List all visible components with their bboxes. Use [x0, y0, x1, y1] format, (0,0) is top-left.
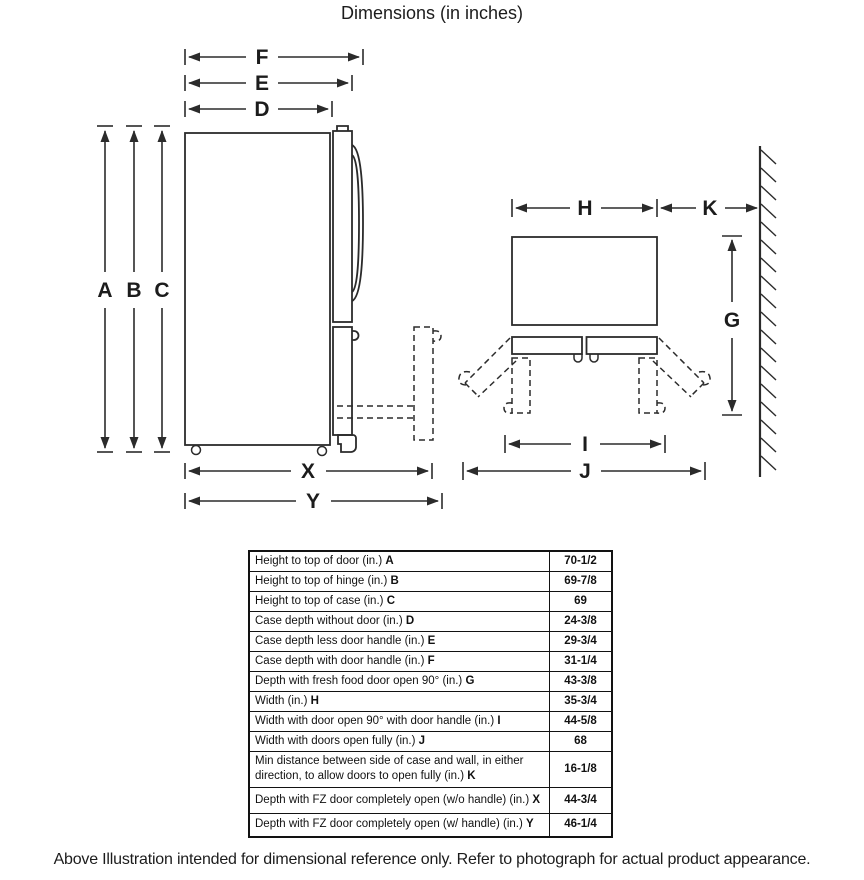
dim-value-cell: 43-3/8	[550, 671, 613, 691]
left-door-full-hook	[459, 372, 470, 385]
fresh-food-door-side	[333, 131, 352, 322]
dim-arrow-f	[185, 49, 363, 65]
dim-label-i: I	[582, 433, 588, 456]
dim-value-cell: 69-7/8	[550, 571, 613, 591]
dim-label-e: E	[254, 72, 270, 95]
left-door-closed	[512, 337, 582, 354]
dim-label-h: H	[577, 197, 593, 220]
case-top	[512, 237, 657, 325]
right-door-handle	[590, 354, 598, 362]
table-row	[249, 651, 612, 671]
refrigerator-top-view	[512, 237, 657, 362]
table-row	[249, 631, 612, 651]
right-door-full-outer	[659, 338, 704, 383]
right-door-full-inner	[653, 361, 691, 397]
dimensions-table	[248, 550, 613, 838]
dim-label-k: K	[702, 197, 718, 220]
dim-value-cell: 69	[550, 591, 613, 611]
open-door-handle-hook	[433, 331, 441, 341]
refrigerator-side-view	[185, 126, 363, 456]
case-side	[185, 133, 330, 445]
dim-label-f: F	[255, 46, 269, 69]
dim-value-cell: 68	[550, 731, 613, 751]
dim-label-cell: Width with door open 90° with door handle (in.) I	[249, 711, 550, 731]
door-handle-outer	[352, 145, 363, 301]
dim-value-cell: 16-1/8	[550, 751, 613, 787]
dim-label-cell: Case depth less door handle (in.) E	[249, 631, 550, 651]
dim-label-cell: Height to top of case (in.) C	[249, 591, 550, 611]
right-door-open-90	[639, 358, 657, 413]
table-row	[249, 571, 612, 591]
left-door-full-inner	[478, 361, 516, 397]
left-door-90-hook	[504, 403, 512, 413]
table-row	[249, 787, 612, 813]
wall	[760, 146, 776, 477]
dim-label-cell: Depth with fresh food door open 90° (in.) G	[249, 671, 550, 691]
door-handle-inner	[352, 155, 359, 292]
dim-label-cell: Min distance between side of case and wall, in either direction, to allow doors to open fully (in.) K	[249, 751, 550, 787]
dim-value-cell: 24-3/8	[550, 611, 613, 631]
page-title: Dimensions (in inches)	[340, 3, 524, 23]
dim-label-c: C	[154, 279, 170, 302]
dim-value-cell: 46-1/4	[550, 813, 613, 837]
freezer-door-side	[333, 327, 352, 435]
right-door-90-hook	[657, 403, 665, 413]
table-row	[249, 591, 612, 611]
dim-label-cell: Depth with FZ door completely open (w/ handle) (in.) Y	[249, 813, 550, 837]
dimension-arrows	[97, 49, 757, 509]
left-door-full-outer	[465, 338, 510, 383]
footer-note: Above Illustration intended for dimensional reference only. Refer to photograph for actual product appearance.	[53, 851, 811, 868]
right-door-closed	[587, 337, 658, 354]
table-row	[249, 671, 612, 691]
dim-label-cell: Case depth with door handle (in.) F	[249, 651, 550, 671]
dim-label-x: X	[300, 460, 316, 483]
right-door-full-cap	[692, 383, 704, 395]
dim-value-cell: 35-3/4	[550, 691, 613, 711]
wall-hatching	[761, 150, 776, 470]
table-row	[249, 711, 612, 731]
right-door-full-hook	[699, 372, 710, 385]
dim-label-g: G	[723, 309, 741, 332]
doors-open-dashed	[459, 338, 710, 413]
table-row	[249, 551, 612, 571]
dim-label-cell: Height to top of hinge (in.) B	[249, 571, 550, 591]
dim-label-d: D	[254, 98, 270, 121]
dim-label-cell: Width (in.) H	[249, 691, 550, 711]
dim-label-b: B	[126, 279, 142, 302]
table-row	[249, 611, 612, 631]
dim-label-cell: Height to top of door (in.) A	[249, 551, 550, 571]
left-door-full-cap	[465, 383, 477, 395]
dim-value-cell: 31-1/4	[550, 651, 613, 671]
dim-value-cell: 29-3/4	[550, 631, 613, 651]
table-row	[249, 691, 612, 711]
freezer-door-foot	[338, 435, 356, 452]
dim-label-cell: Width with doors open fully (in.) J	[249, 731, 550, 751]
freezer-handle-tab	[352, 331, 359, 340]
dim-label-cell: Depth with FZ door completely open (w/o handle) (in.) X	[249, 787, 550, 813]
dim-label-j: J	[579, 460, 591, 483]
dim-value-cell: 70-1/2	[550, 551, 613, 571]
dim-value-cell: 44-3/4	[550, 787, 613, 813]
table-row	[249, 751, 612, 787]
rear-wheel	[318, 447, 327, 456]
table-row	[249, 731, 612, 751]
left-door-open-90	[512, 358, 530, 413]
front-wheel	[192, 446, 201, 455]
dim-label-cell: Case depth without door (in.) D	[249, 611, 550, 631]
dim-value-cell: 44-5/8	[550, 711, 613, 731]
left-door-handle	[574, 354, 582, 362]
table-row	[249, 813, 612, 837]
dim-label-a: A	[97, 279, 113, 302]
dim-label-y: Y	[305, 490, 321, 513]
